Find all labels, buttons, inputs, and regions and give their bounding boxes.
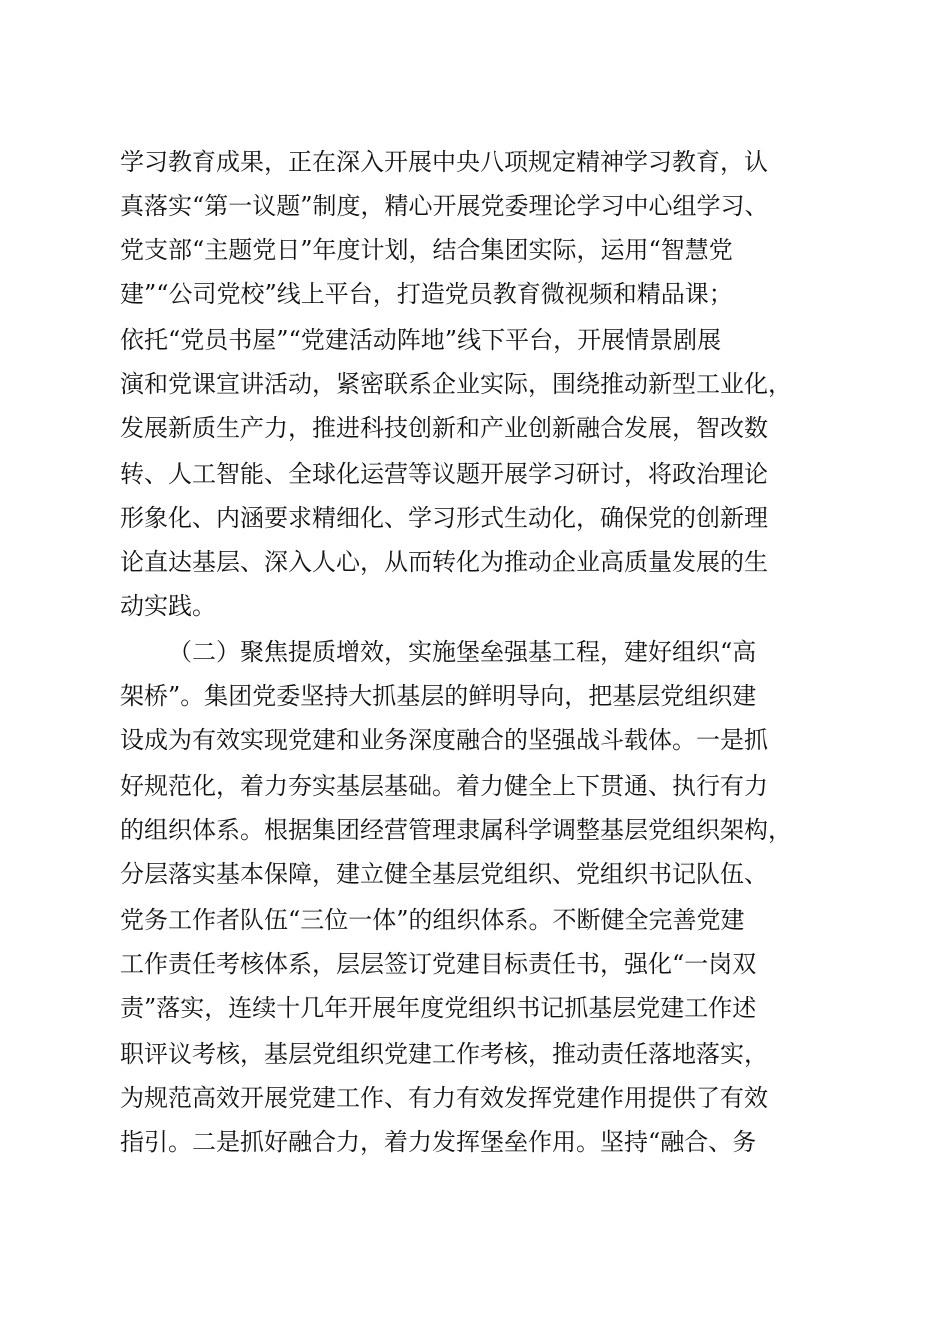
- text-line: 指引。二是抓好融合力，着力发挥堡垒作用。坚持“融合、务: [120, 1128, 757, 1156]
- text-line: 依托“党员书屋”“党建活动阵地”线下平台，开展情景剧展: [120, 326, 722, 354]
- text-line: 分层落实基本保障，建立健全基层党组织、党组织书记队伍、: [120, 860, 768, 888]
- text-line: 党支部“主题党日”年度计划，结合集团实际，运用“智慧党: [120, 236, 733, 264]
- text-line: 职评议考核，基层党组织党建工作考核，推动责任落地落实，: [120, 1040, 768, 1068]
- text-line: 好规范化，着力夯实基层基础。着力健全上下贯通、执行有力: [120, 772, 768, 800]
- text-line: 架桥”。集团党委坚持大抓基层的鲜明导向，把基层党组织建: [120, 682, 757, 710]
- text-line: 学习教育成果，正在深入开展中央八项规定精神学习教育，认: [120, 148, 768, 176]
- text-line: 工作责任考核体系，层层签订党建目标责任书，强化“一岗双: [120, 950, 757, 978]
- text-line: 党务工作者队伍“三位一体”的组织体系。不断健全完善党建: [120, 906, 745, 934]
- text-line: 责”落实，连续十几年开展年度党组织书记抓基层党建工作述: [120, 994, 757, 1022]
- section-heading-line: （二）聚焦提质增效，实施堡垒强基工程，建好组织“高: [168, 638, 757, 666]
- text-line: 建”“公司党校”线上平台，打造党员教育微视频和精品课；: [120, 280, 733, 308]
- text-line: 真落实“第一议题”制度，精心开展党委理论学习中心组学习、: [120, 192, 769, 220]
- text-line: 动实践。: [120, 592, 216, 620]
- text-line: 发展新质生产力，推进科技创新和产业创新融合发展，智改数: [120, 414, 768, 442]
- text-line: 设成为有效实现党建和业务深度融合的坚强战斗载体。一是抓: [120, 726, 768, 754]
- text-line: 为规范高效开展党建工作、有力有效发挥党建作用提供了有效: [120, 1084, 768, 1112]
- text-line: 的组织体系。根据集团经营管理隶属科学调整基层党组织架构，: [120, 816, 792, 844]
- text-line: 形象化、内涵要求精细化、学习形式生动化，确保党的创新理: [120, 504, 768, 532]
- text-line: 论直达基层、深入人心，从而转化为推动企业高质量发展的生: [120, 548, 768, 576]
- text-line: 转、人工智能、全球化运营等议题开展学习研讨，将政治理论: [120, 460, 768, 488]
- text-line: 演和党课宣讲活动，紧密联系企业实际，围绕推动新型工业化，: [120, 370, 792, 398]
